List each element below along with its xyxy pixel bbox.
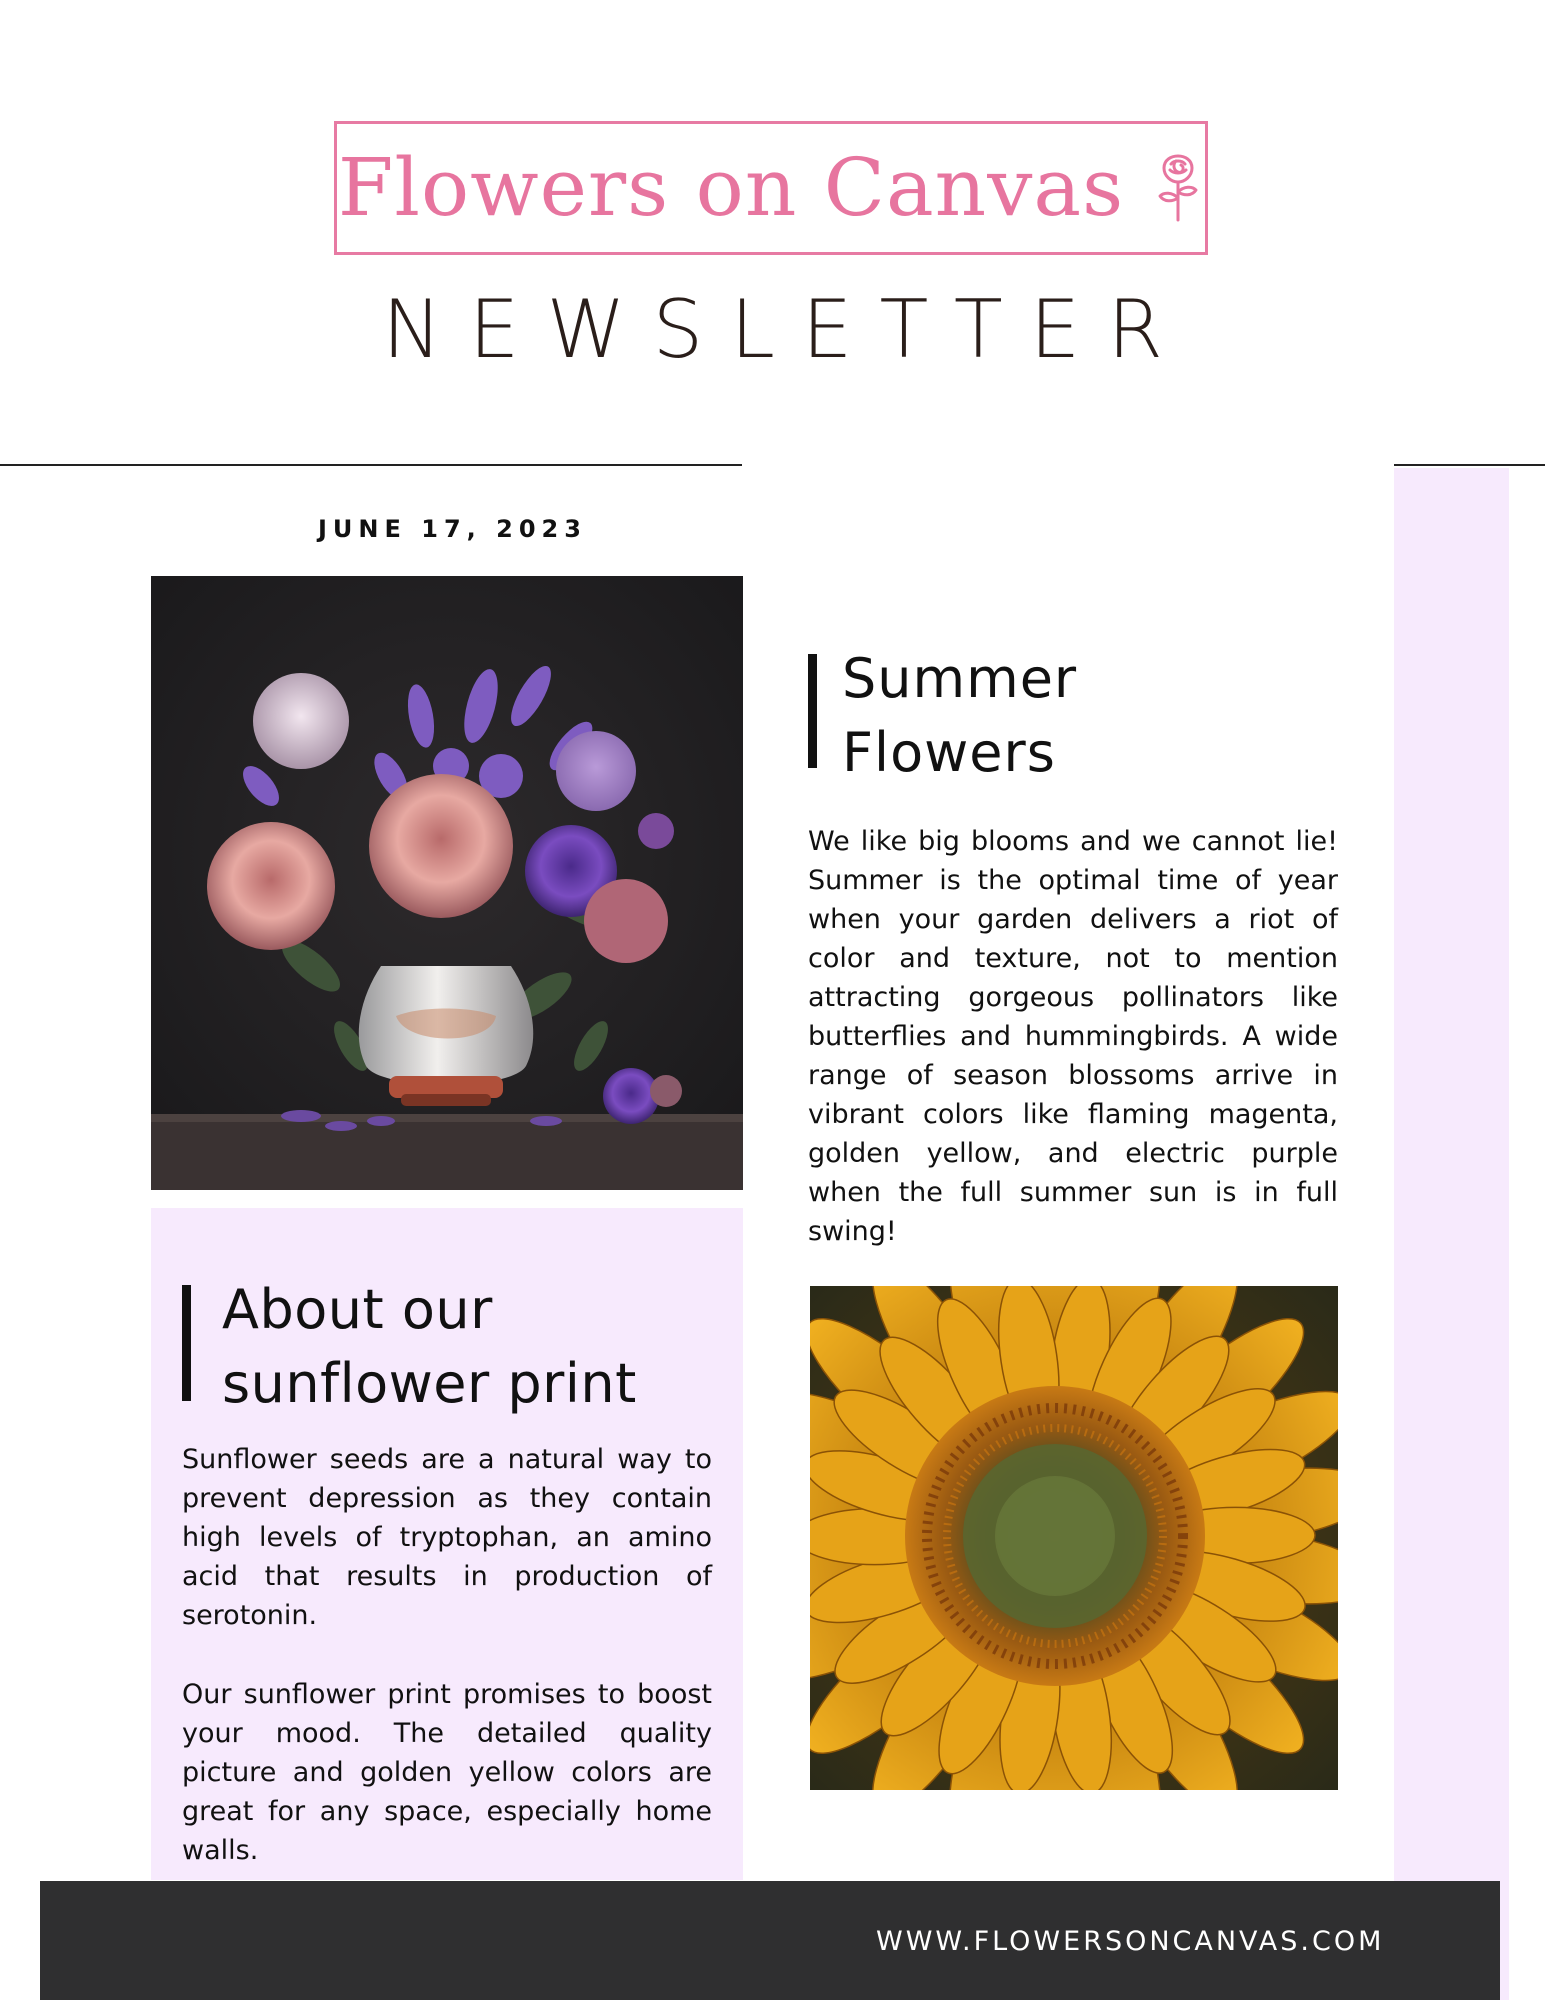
summer-heading-line2: Flowers — [842, 721, 1056, 784]
logo-text: Flowers on Canvas — [337, 141, 1125, 234]
rose-icon — [1152, 152, 1204, 224]
bouquet-image — [151, 576, 743, 1190]
footer-website-link[interactable]: WWW.FLOWERSONCANVAS.COM — [876, 1926, 1385, 1957]
issue-date: JUNE 17, 2023 — [318, 515, 587, 543]
summer-body: We like big blooms and we cannot lie! Summer is the optimal time of year when your garden delivers a riot of color and texture, not to mention attracting gorgeous pollinators like butterflies and hummingbirds. A wide range of season blossoms arrive in vibrant colors like flaming magenta, golden yellow, and electric purple when the full summer sun is in full swing! — [808, 826, 1338, 1247]
logo-box — [334, 121, 1208, 255]
divider-right — [1394, 464, 1545, 466]
sunflower-paragraph-1: Sunflower seeds are a natural way to prevent depression as they contain high levels of tryptophan, an amino acid that results in production of serotonin. — [182, 1444, 712, 1631]
summer-heading — [842, 642, 1262, 790]
summer-heading-line1: Summer — [842, 647, 1078, 710]
sunflower-paragraph-2: Our sunflower print promises to boost your mood. The detailed quality picture and golden yellow colors are great for any space, especially home walls. — [182, 1679, 712, 1866]
heading-accent-bar — [808, 654, 817, 768]
sunflower-heading-line1: About our — [222, 1278, 493, 1341]
divider-left — [0, 464, 742, 466]
decorative-side-strip — [1394, 468, 1509, 2000]
sunflower-heading — [222, 1273, 722, 1421]
newsletter-title: NEWSLETTER — [382, 283, 1190, 376]
sunflower-image — [810, 1286, 1338, 1790]
heading-accent-bar — [182, 1285, 191, 1401]
sunflower-heading-line2: sunflower print — [222, 1352, 637, 1415]
